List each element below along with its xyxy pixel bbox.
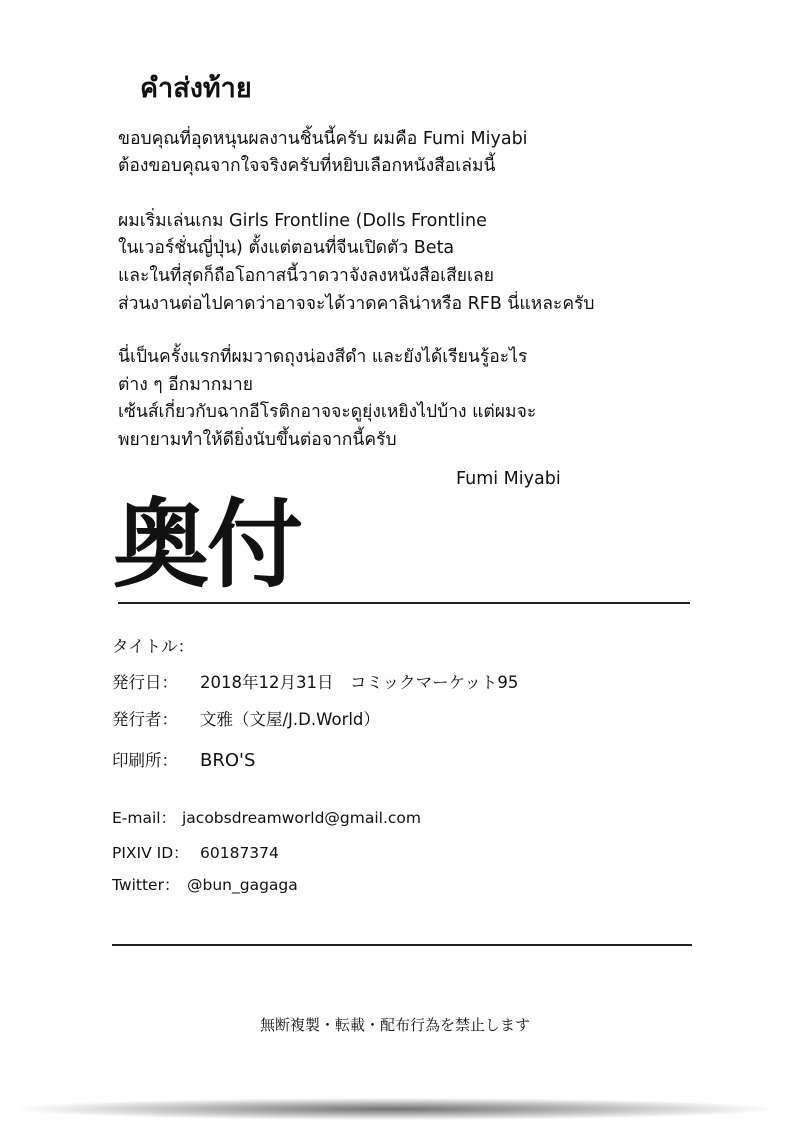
top-divider [118, 602, 690, 604]
email-value: jacobsdreamworld@gmail.com [182, 809, 421, 827]
afterword-line: ต้องขอบคุณจากใจจริงครับที่หยิบเลือกหนังสือเล่มนี้ [118, 156, 496, 176]
afterword-line: ในเวอร์ชั่นญี่ปุ่น) ตั้งแต่ตอนที่จีนเปิดตัว Beta [118, 238, 455, 258]
date-value: 2018年12月31日 コミックマーケット95 [200, 673, 519, 692]
page-shadow [20, 1098, 770, 1120]
copyright-notice: 無断複製・転載・配布行為を禁止します [259, 1016, 530, 1034]
date-label: 発行日： [112, 673, 178, 692]
twitter-label: Twitter： [112, 876, 180, 894]
printer-value: BRO'S [200, 750, 256, 771]
afterword-line: ผมเริ่มเล่นเกม Girls Frontline (Dolls Frontline [118, 211, 487, 231]
afterword-line: ขอบคุณที่อุดหนุนผลงานชิ้นนี้ครับ ผมคือ Fumi Miyabi [118, 129, 528, 149]
afterword-signature: Fumi Miyabi [456, 469, 561, 489]
title-label: タイトル： [112, 637, 195, 656]
pixiv-label: PIXIV ID： [112, 844, 189, 862]
afterword-line: นี่เป็นครั้งแรกที่ผมวาดถุงน่องสีดำ และยังได้เรียนรู้อะไร [118, 347, 528, 367]
afterword-title: คำส่งท้าย [140, 73, 252, 104]
twitter-value: @bun_gagaga [187, 876, 298, 894]
pixiv-value: 60187374 [200, 844, 279, 862]
afterword-line: ต่าง ๆ อีกมากมาย [118, 375, 253, 395]
email-label: E-mail： [112, 809, 177, 827]
bottom-divider [112, 944, 692, 946]
afterword-line: เซ้นส์เกี่ยวกับฉากอีโรติกอาจจะดูยุ่งเหยิงไปบ้าง แต่ผมจะ [118, 402, 537, 422]
colophon-heading: 奥付 [113, 489, 301, 601]
publisher-label: 発行者： [112, 710, 178, 729]
afterword-line: พยายามทำให้ดียิ่งนับขึ้นต่อจากนี้ครับ [118, 430, 397, 450]
printer-label: 印刷所： [112, 751, 178, 770]
afterword-line: และในที่สุดก็ถือโอกาสนี้วาดวาจังลงหนังสือเสียเลย [118, 266, 495, 286]
publisher-value: 文雅（文屋/J.D.World） [200, 710, 380, 729]
afterword-line: ส่วนงานต่อไปคาดว่าอาจจะได้วาดคาลิน่าหรือ RFB นี่แหละครับ [118, 294, 595, 314]
